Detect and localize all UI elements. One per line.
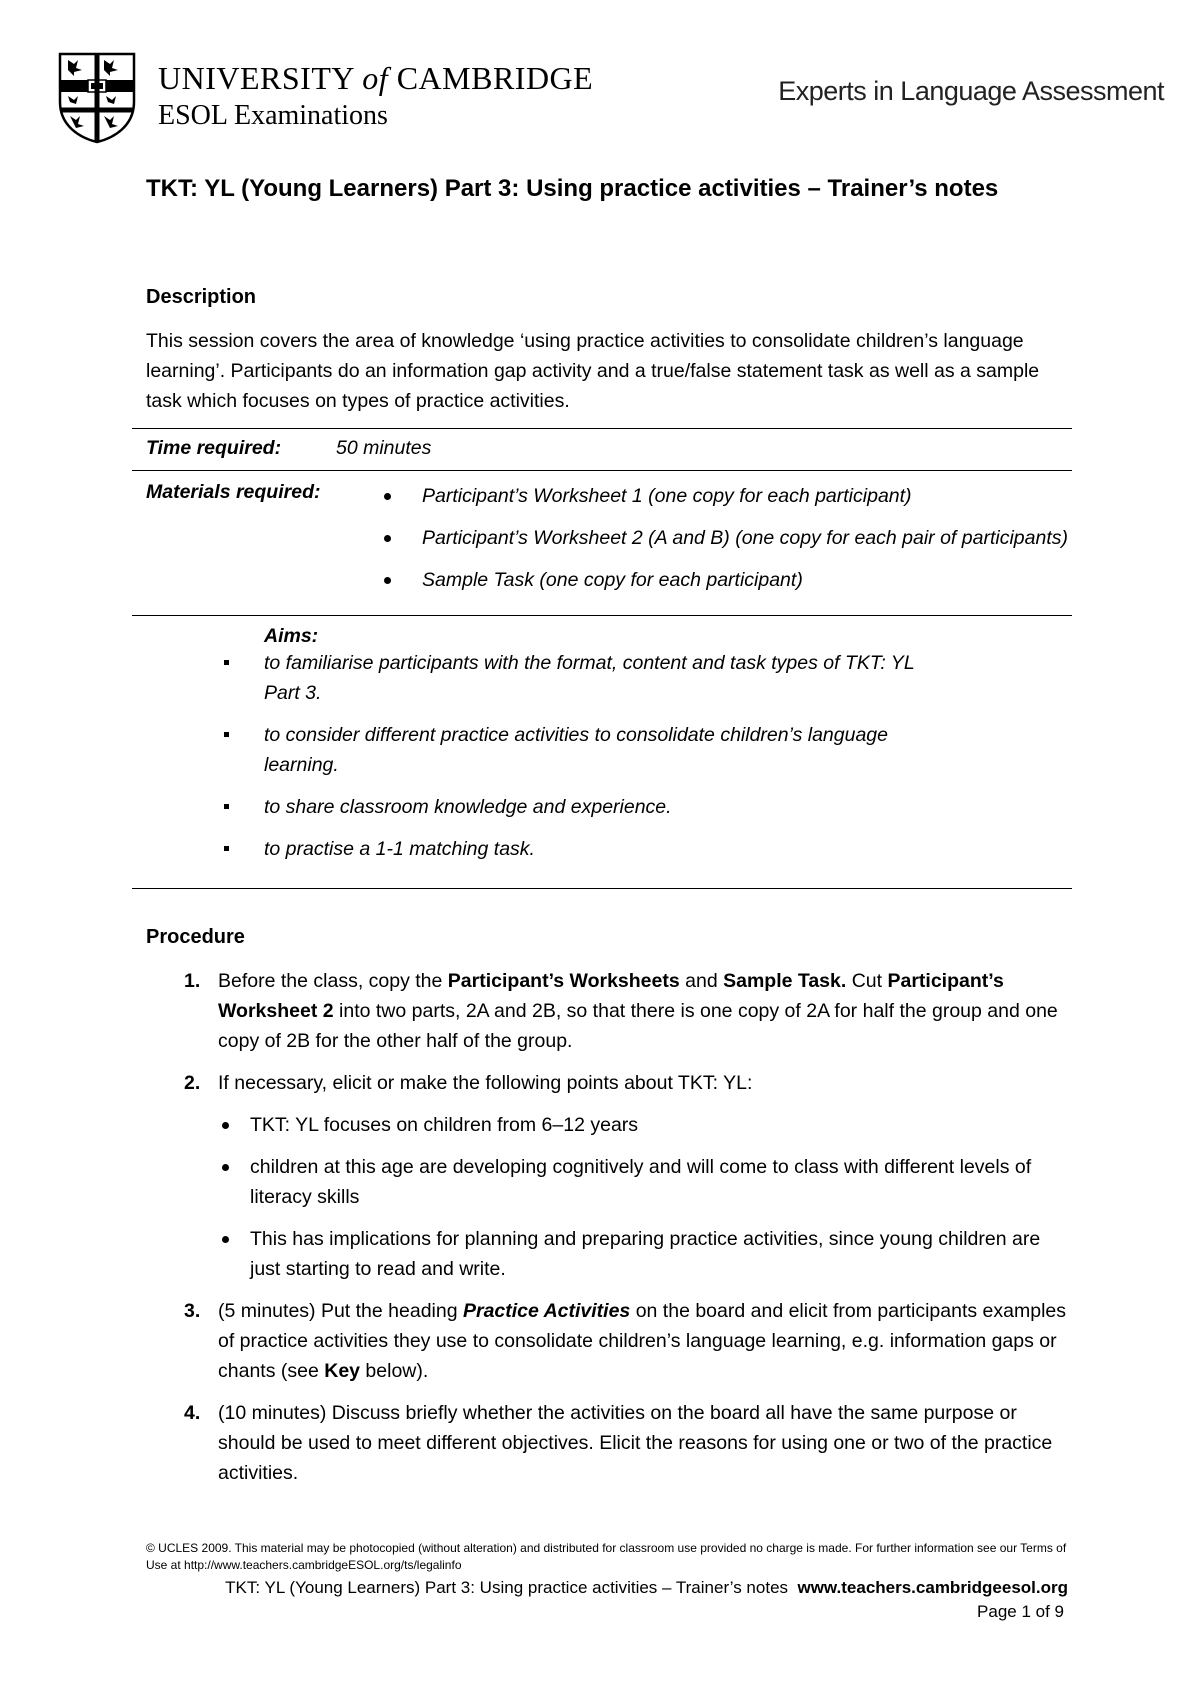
session-info-table [132,428,1072,889]
copyright-notice: © UCLES 2009. This material may be photocopied (without alteration) and distributed for classroom use provided no charge is made. For further information see our Terms of Use at http://www.teachers.cambridgeESOL.org/ts/legalinfo [146,1541,1067,1572]
list-item: children at this age are developing cognitively and will come to class with different levels of literacy skills [218,1152,1066,1212]
procedure-step-2 [146,1068,1066,1284]
footer-running-title: TKT: YL (Young Learners) Part 3: Using practice activities – Trainer’s notes www.teachers.cambridgeesol.org [225,1578,1068,1597]
procedure-step-1: 1. Before the class, copy the Participant’s Worksheets and Sample Task. Cut Participant’s Worksheet 2 into two parts, 2A and 2B, so that there is one copy of 2A for half the group and one copy of 2B for the other half of the group. [146,966,1066,1056]
page-header [58,52,1168,152]
aims-list [132,648,1072,864]
time-row [132,429,1072,471]
step-number: 4. [184,1402,201,1424]
materials-label: Materials required: [146,481,321,503]
list-item: This has implications for planning and preparing practice activities, since young children are just starting to read and write. [218,1224,1066,1284]
list-item: TKT: YL focuses on children from 6–12 years [218,1110,1066,1140]
list-item: to consider different practice activities to consolidate children’s language learning. [264,720,1072,780]
step-text: (10 minutes) Discuss briefly whether the activities on the board all have the same purpose or should be used to meet different objectives. Elicit the reasons for using one or two of the practice activities. [218,1402,1053,1484]
materials-list [336,481,1072,595]
step-bullets [218,1110,1066,1284]
description-heading: Description [146,286,257,308]
list-item: Participant’s Worksheet 1 (one copy for each participant) [384,481,1072,511]
university-crest-icon [58,52,136,144]
page-number: Page 1 of 9 [977,1602,1064,1621]
university-name: UNIVERSITY of CAMBRIDGE [158,60,594,96]
esol-subtitle: ESOL Examinations [158,100,388,131]
description-text: This session covers the area of knowledge ‘using practice activities to consolidate children’s language learning’. Participants do an information gap activity and a true/false statement task as well as a sample task which focuses on types of practice activities. [146,330,1040,412]
time-label: Time required: [146,437,282,459]
list-item: Sample Task (one copy for each participant) [384,565,1072,595]
procedure-heading: Procedure [146,926,245,948]
aims-row [132,616,1072,889]
step-number: 3. [184,1300,201,1322]
step-number: 2. [184,1072,201,1094]
procedure-step-3: 3. (5 minutes) Put the heading Practice Activities on the board and elicit from participants examples of practice activities they use to consolidate children’s language learning, e.g. information gaps or chants (see Key below). [146,1296,1066,1386]
list-item: to familiarise participants with the format, content and task types of TKT: YL Part 3. [264,648,1072,708]
list-item: Participant’s Worksheet 2 (A and B) (one copy for each pair of participants) [384,523,1072,553]
list-item: to share classroom knowledge and experience. [264,792,1072,822]
website-link[interactable]: www.teachers.cambridgeesol.org [797,1578,1068,1597]
procedure-list [146,966,1066,1500]
tagline: Experts in Language Assessment [778,76,1164,106]
page-title: TKT: YL (Young Learners) Part 3: Using practice activities – Trainer’s notes [146,175,999,202]
time-value: 50 minutes [336,437,432,459]
step-number: 1. [184,970,201,992]
aims-label: Aims: [264,625,319,647]
materials-row [132,471,1072,616]
procedure-step-4 [146,1398,1066,1488]
step-text: If necessary, elicit or make the following points about TKT: YL: [218,1072,753,1094]
list-item: to practise a 1-1 matching task. [264,834,1072,864]
